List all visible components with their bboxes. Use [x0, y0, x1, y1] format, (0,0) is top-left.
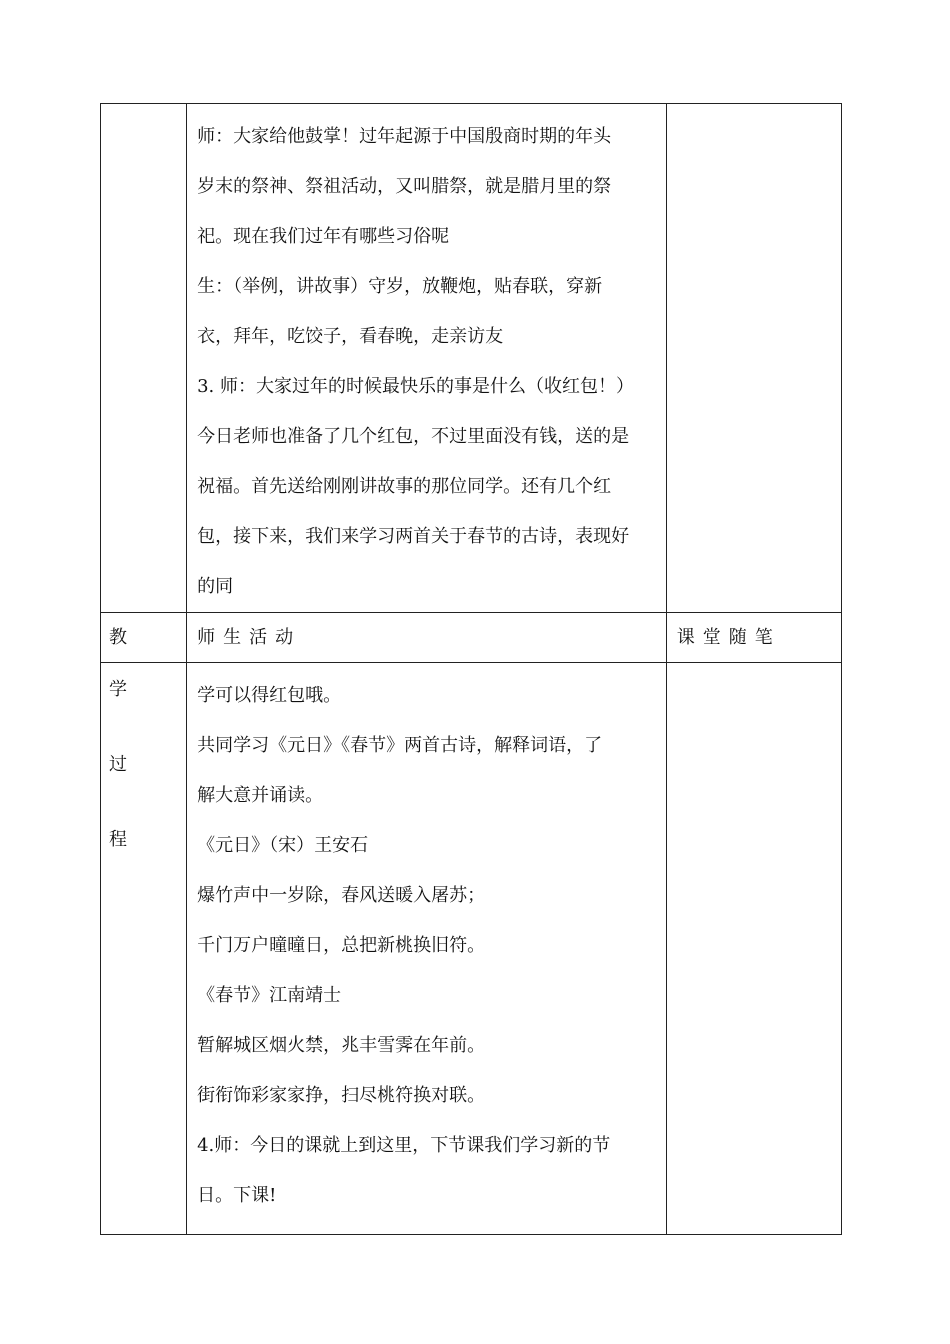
- text-line: 师：大家给他鼓掌！过年起源于中国殷商时期的年头: [197, 126, 612, 147]
- side-label-char: 学: [109, 679, 127, 700]
- side-cell-empty: [101, 104, 187, 613]
- text-line: 爆竹声中一岁除，春风送暖入屠苏；: [197, 885, 486, 906]
- notes-cell-top: [666, 104, 841, 613]
- lesson-plan-table: [100, 103, 842, 1235]
- activity-header-cell: [187, 613, 667, 663]
- text-line: 街衔饰彩家家挣，扫尽桃符换对联。: [197, 1085, 486, 1106]
- text-line: 的同: [197, 576, 234, 597]
- activity-cell-top: [187, 104, 667, 613]
- text-line: 日。下课!: [197, 1185, 277, 1206]
- text-line: 《春节》江南靖士: [197, 985, 342, 1006]
- text-line: 千门万户曈曈日，总把新桃换旧符。: [197, 935, 486, 956]
- text-line: 《元日》（宋）王安石: [197, 835, 369, 856]
- activity-header-label: 师生活动: [197, 627, 302, 648]
- side-label-char: 程: [109, 829, 127, 850]
- text-line: 祀。现在我们过年有哪些习俗呢: [197, 226, 450, 247]
- side-label-jiao: 教: [109, 627, 127, 648]
- table-row: [101, 104, 842, 613]
- table-row: [101, 663, 842, 1235]
- notes-cell-bottom: [666, 663, 841, 1235]
- activity-cell-bottom: [187, 663, 667, 1235]
- text-line: 今日老师也准备了几个红包，不过里面没有钱，送的是: [197, 426, 630, 447]
- text-line: 共同学习《元日》《春节》两首古诗，解释词语，了: [197, 735, 603, 756]
- side-label-char: 过: [109, 754, 127, 775]
- text-line: 解大意并诵读。: [197, 785, 324, 806]
- text-line: 学可以得红包哦。: [197, 685, 342, 706]
- notes-header-label: 课堂随笔: [676, 627, 781, 648]
- text-line: 3. 师：大家过年的时候最快乐的事是什么（收红包！）: [197, 376, 635, 397]
- text-line: 暂解城区烟火禁，兆丰雪霁在年前。: [197, 1035, 486, 1056]
- side-label-cell: [101, 663, 187, 1235]
- text-line: 包，接下来，我们来学习两首关于春节的古诗，表现好: [197, 526, 630, 547]
- text-line: 衣，拜年，吃饺子，看春晚，走亲访友: [197, 326, 504, 347]
- text-line: 祝福。首先送给刚刚讲故事的那位同学。还有几个红: [197, 476, 612, 497]
- notes-header-cell: [666, 613, 841, 663]
- text-line: 岁末的祭神、祭祖活动，又叫腊祭，就是腊月里的祭: [197, 176, 612, 197]
- text-line: 4.师：今日的课就上到这里，下节课我们学习新的节: [197, 1135, 611, 1156]
- text-line: 生：（举例，讲故事）守岁，放鞭炮，贴春联，穿新: [197, 276, 603, 297]
- table-header-row: [101, 613, 842, 663]
